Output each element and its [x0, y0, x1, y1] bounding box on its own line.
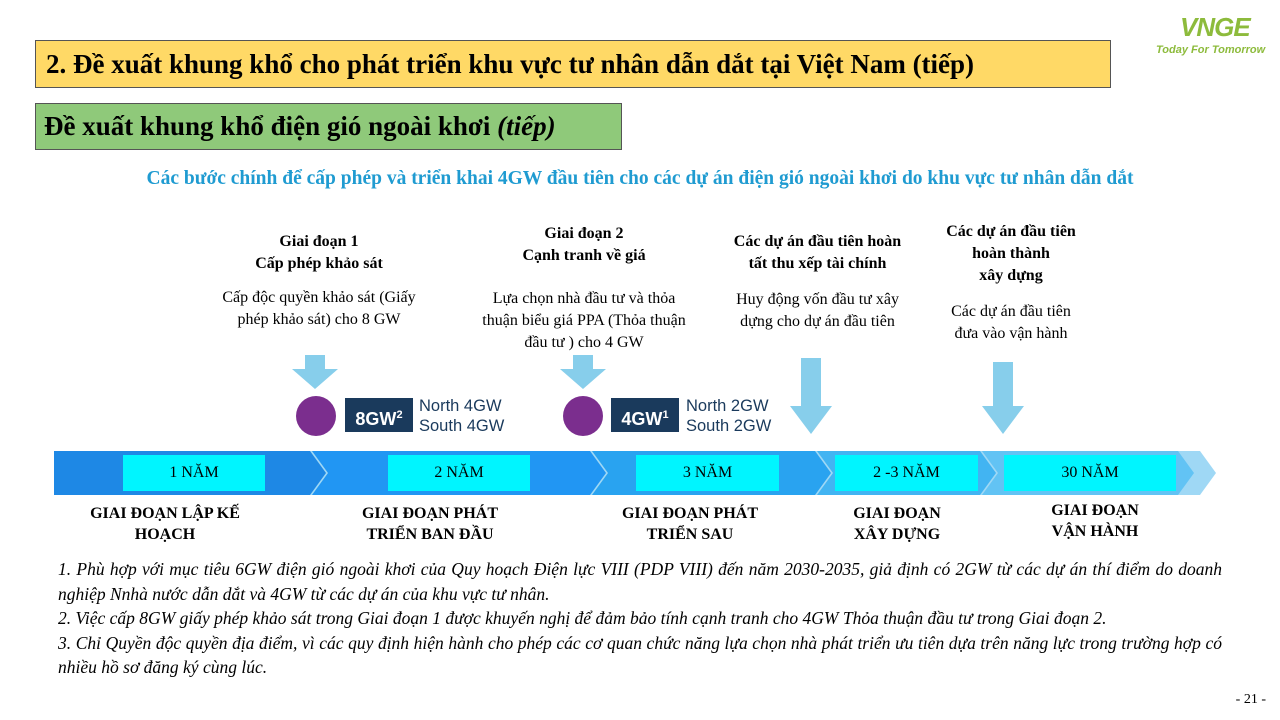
logo-tagline: Today For Tomorrow — [1156, 44, 1266, 56]
capacity-marker-icon — [296, 396, 336, 436]
phase-label-line: TRIỂN SAU — [646, 526, 734, 543]
down-arrow-icon — [788, 358, 834, 436]
stage-1-desc-1: Cấp độc quyền khảo sát (Giấy — [222, 289, 416, 306]
slide-title: 2. Đề xuất khung khổ cho phát triển khu vực tư nhân dẫn dắt tại Việt Nam (tiếp) — [35, 40, 1111, 88]
stage-3-title-2: tất thu xếp tài chính — [748, 255, 887, 272]
capacity-footnote: 2 — [396, 409, 403, 421]
down-arrow-icon — [558, 355, 608, 390]
capacity-marker-icon — [563, 396, 603, 436]
footnote-2: 2. Việc cấp 8GW giấy phép khảo sát trong Giai đoạn 1 được khuyến nghị để đảm bảo tính cạnh tranh cho 4GW Thỏa thuận đầu tư trong Giai đoạn 2. — [58, 608, 1107, 628]
stage-2-desc-2: thuận biểu giá PPA (Thỏa thuận — [482, 312, 686, 329]
stage-1-title-2: Cấp phép khảo sát — [255, 255, 383, 272]
stage-2-title-2: Cạnh tranh về giá — [522, 247, 646, 264]
phase-label — [817, 503, 977, 545]
stage-2-title-1: Giai đoạn 2 — [544, 225, 624, 242]
page-number: - 21 - — [1235, 692, 1266, 707]
phase-label-line: GIAI ĐOẠN LẬP KẾ — [90, 505, 240, 522]
timeline-segment: 3 NĂM — [636, 455, 779, 491]
phase-label-line: TRIỂN BAN ĐẦU — [366, 526, 494, 543]
stage-3-title-1: Các dự án đầu tiên hoàn — [733, 233, 902, 250]
timeline-segment: 2 NĂM — [388, 455, 530, 491]
down-arrow-icon — [980, 362, 1026, 436]
stage-3-desc-1: Huy động vốn đầu tư xây — [736, 291, 899, 308]
phase-label-line: GIAI ĐOẠN — [1051, 502, 1139, 519]
timeline-segment: 1 NĂM — [123, 455, 265, 491]
capacity-south: South 4GW — [419, 417, 505, 435]
stage-4 — [925, 221, 1097, 345]
phase-label — [590, 503, 790, 545]
capacity-total: 4GW — [621, 409, 663, 429]
stage-2-desc-3: đầu tư ) cho 4 GW — [524, 334, 644, 351]
stage-1-desc-2: phép khảo sát) cho 8 GW — [237, 311, 401, 328]
capacity-south: South 2GW — [686, 417, 772, 435]
footnote-3: 3. Chỉ Quyền độc quyền địa điểm, vì các quy định hiện hành cho phép các cơ quan chức năng lựa chọn nhà phát triển ưu tiên dựa trên năng lực trong trường hợp có nhiều hồ sơ đăng ký cùng lúc. — [58, 632, 1222, 677]
stage-1-title-1: Giai đoạn 1 — [279, 233, 359, 250]
footnotes — [58, 557, 1222, 680]
stage-4-title-3: xây dựng — [979, 267, 1043, 284]
timeline-segment: 2 -3 NĂM — [835, 455, 978, 491]
timeline-segment: 30 NĂM — [1004, 455, 1176, 491]
phase-label-line: GIAI ĐOẠN PHÁT — [621, 505, 758, 522]
stage-4-desc-2: đưa vào vận hành — [954, 325, 1068, 342]
phase-label-line: XÂY DỰNG — [853, 526, 941, 543]
capacity-regions — [686, 396, 771, 436]
vnge-logo — [1150, 8, 1270, 63]
phase-label — [65, 503, 265, 545]
diagram-subtitle: Các bước chính để cấp phép và triển khai 4GW đầu tiên cho các dự án điện gió ngoài khơi do khu vực tư nhân dẫn dắt — [146, 168, 1134, 189]
stage-2-desc-1: Lựa chọn nhà đầu tư và thỏa — [492, 290, 676, 307]
capacity-footnote: 1 — [662, 409, 669, 421]
stage-3-desc-2: dựng cho dự án đầu tiên — [740, 313, 895, 330]
footnote-1: 1. Phù hợp với mục tiêu 6GW điện gió ngoài khơi của Quy hoạch Điện lực VIII (PDP VIII) đến năm 2030-2035, giả định có 2GW từ các dự án thí điểm do doanh nghiệp Nnhà nước dẫn dắt và 4GW từ các dự án của khu vực tư nhân. — [58, 559, 1222, 604]
down-arrow-icon — [290, 355, 340, 390]
stage-4-title-1: Các dự án đầu tiên — [946, 223, 1076, 240]
phase-label — [330, 503, 530, 545]
capacity-total: 8GW — [355, 409, 397, 429]
capacity-total-badge — [345, 398, 413, 432]
stage-4-title-2: hoàn thành — [972, 245, 1050, 262]
stage-1 — [200, 231, 438, 331]
phase-label — [1015, 500, 1175, 542]
phase-label-line: GIAI ĐOẠN PHÁT — [361, 505, 498, 522]
phase-label-line: GIAI ĐOẠN — [853, 505, 941, 522]
section-title-text: Đề xuất khung khổ điện gió ngoài khơi — [44, 111, 498, 141]
logo-brand: VNGE — [1180, 12, 1250, 42]
stage-3 — [705, 231, 930, 333]
capacity-north: North 2GW — [686, 397, 769, 415]
stage-2 — [458, 223, 710, 354]
phase-label-line: VẬN HÀNH — [1051, 523, 1139, 540]
capacity-total-badge — [611, 398, 679, 432]
section-title-suffix: (tiếp) — [497, 111, 556, 141]
stage-4-desc-1: Các dự án đầu tiên — [951, 303, 1071, 320]
phase-label-line: HOẠCH — [134, 526, 196, 543]
capacity-regions — [419, 396, 504, 436]
capacity-north: North 4GW — [419, 397, 502, 415]
section-title — [35, 103, 622, 150]
